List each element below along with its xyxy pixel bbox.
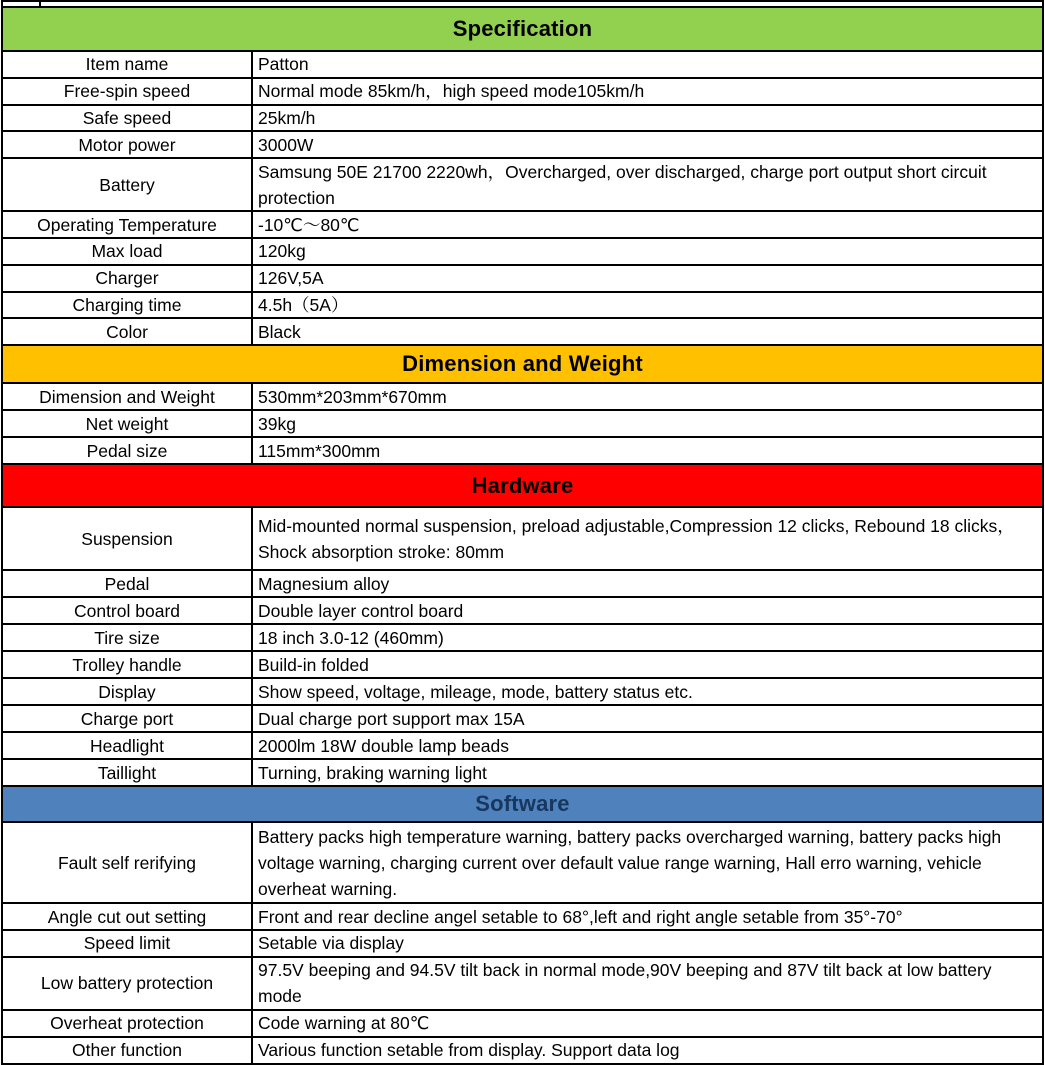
spec-label: Charger [3,266,253,291]
row-color [3,317,1042,344]
spec-value [253,159,1042,210]
spec-label: Low battery protection [3,958,253,1009]
row-net-weight [3,409,1042,436]
spec-value: Patton [258,54,309,75]
spec-value: Setable via display [258,933,404,954]
spec-label: Speed limit [3,931,253,956]
section-header-specification: Specification [3,6,1042,50]
spec-value [253,958,1042,1009]
row-low-battery-protection [3,956,1042,1009]
row-speed-limit [3,929,1042,956]
spec-value: Dual charge port support max 15A [258,708,525,729]
spec-value: Code warning at 80℃ [258,1013,430,1034]
spec-value: 530mm*203mm*670mm [258,386,447,407]
row-display [3,677,1042,704]
spec-label: Color [3,319,253,344]
spec-label: Overheat protection [3,1011,253,1036]
spec-label: Trolley handle [3,652,253,677]
row-charger [3,264,1042,291]
section-header-software: Software [3,785,1042,821]
spec-label: Safe speed [3,106,253,131]
row-dimension-weight [3,382,1042,409]
table-gridline-fragment [39,2,41,6]
spec-label: Angle cut out setting [3,904,253,929]
spec-value: 126V,5A [258,268,324,289]
row-motor-power [3,130,1042,157]
spec-label: Tire size [3,625,253,650]
spec-label: Charging time [3,293,253,318]
row-item-name [3,50,1042,77]
cropped-row-fragment [3,2,1042,6]
spec-value: Build-in folded [258,654,369,675]
spec-label: Dimension and Weight [3,384,253,409]
section-header-hardware: Hardware [3,463,1042,506]
row-charge-port [3,704,1042,731]
row-other-function [3,1036,1042,1063]
row-pedal [3,569,1042,596]
spec-value-text: Battery packs high temperature warning, battery packs overcharged warning, battery packs high voltage warning, charging current over default value range warning, Hall erro warning, vehicle overheat warning. [258,826,1002,899]
spec-value: Normal mode 85km/h，high speed mode105km/h [258,81,645,102]
spec-label: Item name [3,52,253,77]
spec-value: 18 inch 3.0-12 (460mm) [258,627,444,648]
row-tire-size [3,623,1042,650]
spec-value [253,823,1042,902]
spec-value: 25km/h [258,108,316,128]
spec-value-text: 97.5V beeping and 94.5V tilt back in normal mode,90V beeping and 87V tilt back at low battery mode [258,960,992,1007]
spec-value: 2000lm 18W double lamp beads [258,735,509,756]
spec-value: 4.5h（5A） [258,294,349,315]
spec-label: Net weight [3,411,253,436]
spec-label: Charge port [3,706,253,731]
spec-label: Control board [3,598,253,623]
spec-value: Show speed, voltage, mileage, mode, battery status etc. [258,681,693,702]
spec-value: 115mm*300mm [258,440,381,461]
spec-value [253,508,1042,569]
row-suspension [3,506,1042,569]
row-overheat-protection [3,1009,1042,1036]
specification-table [1,0,1044,1065]
spec-label: Headlight [3,733,253,758]
spec-label: Suspension [3,508,253,569]
spec-value-text: Mid-mounted normal suspension, preload adjustable,Compression 12 clicks, Rebound 18 clicks，Shock absorption stroke: 80mm [258,515,1015,562]
row-headlight [3,731,1042,758]
spec-label: Taillight [3,760,253,785]
row-angle-cut-out-setting [3,902,1042,929]
spec-label: Pedal size [3,438,253,463]
row-max-load [3,237,1042,264]
row-control-board [3,596,1042,623]
spec-label: Operating Temperature [3,212,253,237]
row-trolley-handle [3,650,1042,677]
row-pedal-size [3,436,1042,463]
row-safe-speed [3,104,1042,131]
spec-label: Pedal [3,571,253,596]
spec-value: 120kg [258,241,306,262]
spec-value: 39kg [258,413,296,434]
row-fault-self-rerifying [3,821,1042,902]
row-free-spin-speed [3,77,1042,104]
spec-label: Display [3,679,253,704]
spec-value: Double layer control board [258,600,464,621]
spec-label: Other function [3,1038,253,1063]
spec-label: Fault self rerifying [3,823,253,902]
spec-label: Max load [3,239,253,264]
spec-value: Black [258,321,301,342]
spec-value: Turning, braking warning light [258,762,487,783]
row-operating-temperature [3,210,1042,237]
spec-value: Magnesium alloy [258,573,390,594]
spec-label: Battery [3,159,253,210]
row-charging-time [3,291,1042,318]
spec-value-text: Samsung 50E 21700 2220wh，Overcharged, over discharged, charge port output short circuit protection [258,161,987,208]
spec-label: Motor power [3,132,253,157]
spec-value: -10℃～80℃ [258,214,360,235]
spec-value: 3000W [258,134,314,155]
section-header-dimension-weight: Dimension and Weight [3,344,1042,382]
spec-label: Free-spin speed [3,79,253,104]
row-taillight [3,758,1042,785]
spec-value: Front and rear decline angel setable to 68°,left and right angle setable from 35°-70° [258,906,903,927]
spec-value: Various function setable from display. Support data log [258,1040,680,1061]
row-battery [3,157,1042,210]
